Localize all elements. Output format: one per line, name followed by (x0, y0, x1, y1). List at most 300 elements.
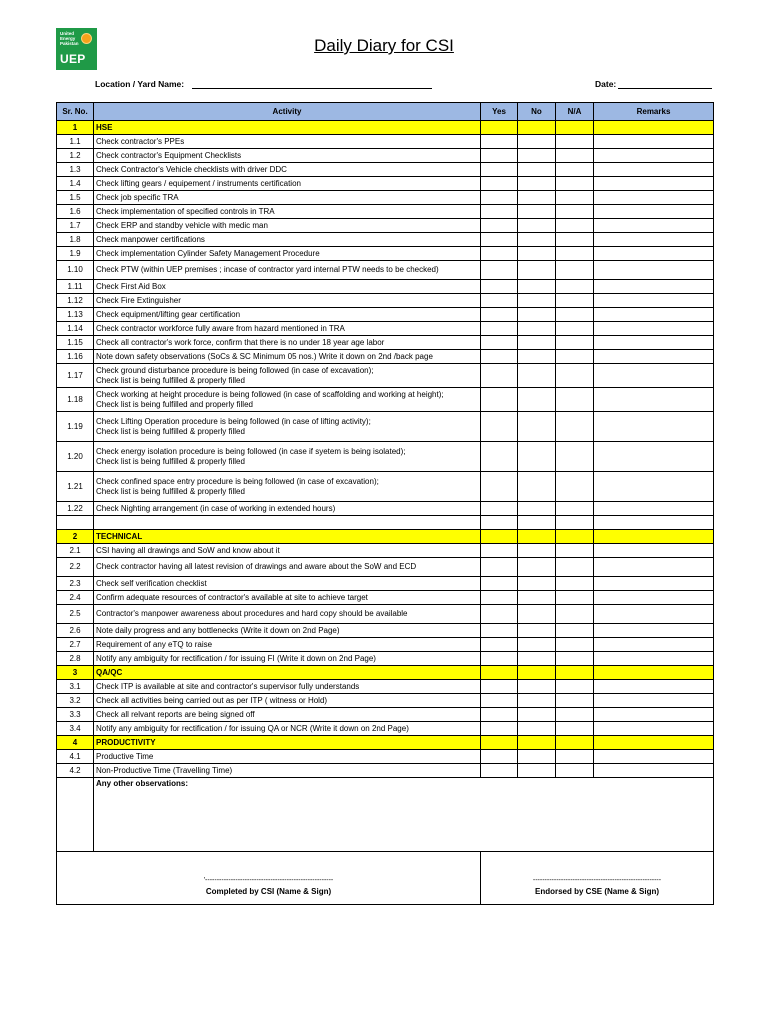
na-cell[interactable] (556, 472, 594, 502)
header-no: No (518, 103, 556, 121)
no-cell[interactable] (518, 191, 556, 205)
item-number: 1.19 (57, 412, 94, 442)
item-number: 2.7 (57, 638, 94, 652)
blank-cell (518, 516, 556, 530)
section-na-cell (556, 666, 594, 680)
section-no-cell (518, 666, 556, 680)
yes-cell[interactable] (481, 135, 518, 149)
remarks-cell[interactable] (594, 558, 714, 577)
endorsed-by-signature[interactable] (481, 852, 714, 905)
item-activity-text: Check all contractor's work force, confirm that there is no under 18 year age labor (96, 337, 385, 347)
item-number: 1.9 (57, 247, 94, 261)
no-cell[interactable] (518, 364, 556, 388)
item-activity-text: Notify any ambiguity for rectification / for issuing QA or NCR (Write it down on 2nd Page) (96, 723, 409, 733)
date-label: Date: (595, 79, 617, 89)
yes-cell[interactable] (481, 750, 518, 764)
section-yes-cell (481, 666, 518, 680)
remarks-cell[interactable] (594, 544, 714, 558)
no-cell[interactable] (518, 149, 556, 163)
yes-cell[interactable] (481, 577, 518, 591)
na-cell[interactable] (556, 205, 594, 219)
checklist-row (57, 680, 714, 694)
item-number: 1.5 (57, 191, 94, 205)
na-cell[interactable] (556, 722, 594, 736)
no-cell[interactable] (518, 624, 556, 638)
item-activity-text: Note daily progress and any bottlenecks (Write it down on 2nd Page) (96, 625, 340, 635)
na-cell[interactable] (556, 412, 594, 442)
section-row (57, 666, 714, 680)
item-activity (94, 764, 481, 778)
yes-cell[interactable] (481, 247, 518, 261)
checklist-row (57, 652, 714, 666)
item-activity-text-2: Check list is being fulfilled and properly filled (96, 399, 253, 409)
checklist-row (57, 764, 714, 778)
no-cell[interactable] (518, 472, 556, 502)
yes-cell[interactable] (481, 280, 518, 294)
no-cell[interactable] (518, 442, 556, 472)
item-activity-text: Check lifting gears / equipement / instruments certification (96, 178, 301, 188)
yes-cell[interactable] (481, 205, 518, 219)
remarks-cell[interactable] (594, 364, 714, 388)
item-activity-text: Requirement of any eTQ to raise (96, 639, 213, 649)
section-remarks-cell (594, 736, 714, 750)
checklist-body (57, 121, 714, 905)
item-number: 1.2 (57, 149, 94, 163)
no-cell[interactable] (518, 694, 556, 708)
item-activity-text: Check confined space entry procedure is being followed (in case of excavation); (96, 476, 379, 486)
checklist-row (57, 336, 714, 350)
na-cell[interactable] (556, 350, 594, 364)
remarks-cell[interactable] (594, 219, 714, 233)
no-cell[interactable] (518, 544, 556, 558)
remarks-cell[interactable] (594, 280, 714, 294)
item-activity-text: Check Lifting Operation procedure is being followed (in case of lifting activity); (96, 416, 371, 426)
section-no-cell (518, 530, 556, 544)
yes-cell[interactable] (481, 294, 518, 308)
yes-cell[interactable] (481, 502, 518, 516)
remarks-cell[interactable] (594, 412, 714, 442)
remarks-cell[interactable] (594, 680, 714, 694)
section-yes-cell (481, 121, 518, 135)
yes-cell[interactable] (481, 694, 518, 708)
remarks-cell[interactable] (594, 472, 714, 502)
item-activity-text: Check energy isolation procedure is being followed (in case if syetem is being isolated); (96, 446, 406, 456)
no-cell[interactable] (518, 502, 556, 516)
item-activity-text: Check ERP and standby vehicle with medic man (96, 220, 268, 230)
yes-cell[interactable] (481, 219, 518, 233)
yes-cell[interactable] (481, 261, 518, 280)
remarks-cell[interactable] (594, 502, 714, 516)
no-cell[interactable] (518, 652, 556, 666)
checklist-row (57, 750, 714, 764)
na-cell[interactable] (556, 261, 594, 280)
observations-row (57, 778, 714, 852)
observations-sr-cell (57, 778, 94, 852)
yes-cell[interactable] (481, 558, 518, 577)
remarks-cell[interactable] (594, 163, 714, 177)
section-yes-cell (481, 530, 518, 544)
na-cell[interactable] (556, 680, 594, 694)
header-na: N/A (556, 103, 594, 121)
header-yes: Yes (481, 103, 518, 121)
item-number: 3.1 (57, 680, 94, 694)
yes-cell[interactable] (481, 472, 518, 502)
no-cell[interactable] (518, 764, 556, 778)
yes-cell[interactable] (481, 308, 518, 322)
item-activity-text: Check all activities being carried out as per ITP ( witness or Hold) (96, 695, 328, 705)
remarks-cell[interactable] (594, 442, 714, 472)
remarks-cell[interactable] (594, 149, 714, 163)
item-activity (94, 412, 481, 442)
yes-cell[interactable] (481, 680, 518, 694)
checklist-row (57, 247, 714, 261)
yes-cell[interactable] (481, 412, 518, 442)
no-cell[interactable] (518, 233, 556, 247)
item-number: 2.4 (57, 591, 94, 605)
remarks-cell[interactable] (594, 191, 714, 205)
section-title: HSE (94, 121, 481, 135)
na-cell[interactable] (556, 149, 594, 163)
no-cell[interactable] (518, 294, 556, 308)
item-number: 1.15 (57, 336, 94, 350)
no-cell[interactable] (518, 605, 556, 624)
section-number: 2 (57, 530, 94, 544)
checklist-row (57, 219, 714, 233)
no-cell[interactable] (518, 336, 556, 350)
item-number: 1.22 (57, 502, 94, 516)
checklist-row (57, 308, 714, 322)
na-cell[interactable] (556, 336, 594, 350)
na-cell[interactable] (556, 708, 594, 722)
remarks-cell[interactable] (594, 177, 714, 191)
no-cell[interactable] (518, 388, 556, 412)
item-activity-text: Check implementation of specified controls in TRA (96, 206, 275, 216)
item-activity (94, 652, 481, 666)
logo-line-1: United (60, 31, 74, 36)
section-title: QA/QC (94, 666, 481, 680)
item-activity-text: Check self verification checklist (96, 578, 207, 588)
item-activity (94, 308, 481, 322)
yes-cell[interactable] (481, 177, 518, 191)
yes-cell[interactable] (481, 191, 518, 205)
na-cell[interactable] (556, 558, 594, 577)
yes-cell[interactable] (481, 638, 518, 652)
checklist-row (57, 135, 714, 149)
item-number: 3.3 (57, 708, 94, 722)
no-cell[interactable] (518, 577, 556, 591)
item-activity (94, 233, 481, 247)
na-cell[interactable] (556, 247, 594, 261)
na-cell[interactable] (556, 577, 594, 591)
completed-by-signature[interactable] (57, 852, 481, 905)
item-number: 1.14 (57, 322, 94, 336)
yes-cell[interactable] (481, 624, 518, 638)
yes-cell[interactable] (481, 163, 518, 177)
na-cell[interactable] (556, 308, 594, 322)
na-cell[interactable] (556, 280, 594, 294)
remarks-cell[interactable] (594, 350, 714, 364)
remarks-cell[interactable] (594, 135, 714, 149)
no-cell[interactable] (518, 722, 556, 736)
header-remarks: Remarks (594, 103, 714, 121)
item-activity (94, 442, 481, 472)
item-number: 1.3 (57, 163, 94, 177)
item-activity (94, 280, 481, 294)
na-cell[interactable] (556, 135, 594, 149)
remarks-cell[interactable] (594, 308, 714, 322)
item-number: 1.18 (57, 388, 94, 412)
item-activity (94, 261, 481, 280)
no-cell[interactable] (518, 708, 556, 722)
section-number: 4 (57, 736, 94, 750)
checklist-row (57, 364, 714, 388)
remarks-cell[interactable] (594, 591, 714, 605)
na-cell[interactable] (556, 191, 594, 205)
remarks-cell[interactable] (594, 577, 714, 591)
yes-cell[interactable] (481, 233, 518, 247)
no-cell[interactable] (518, 308, 556, 322)
item-number: 1.4 (57, 177, 94, 191)
remarks-cell[interactable] (594, 322, 714, 336)
item-activity (94, 205, 481, 219)
remarks-cell[interactable] (594, 388, 714, 412)
item-activity-text: Check contractor's Equipment Checklists (96, 150, 242, 160)
item-activity (94, 364, 481, 388)
no-cell[interactable] (518, 280, 556, 294)
item-activity (94, 722, 481, 736)
yes-cell[interactable] (481, 652, 518, 666)
na-cell[interactable] (556, 442, 594, 472)
item-activity (94, 750, 481, 764)
item-activity-text-2: Check list is being fulfilled & properly filled (96, 375, 245, 385)
item-activity-text-2: Check list is being fulfilled & properly filled (96, 456, 245, 466)
no-cell[interactable] (518, 591, 556, 605)
checklist-row (57, 350, 714, 364)
yes-cell[interactable] (481, 350, 518, 364)
item-activity-text-2: Check list is being fulfilled & properly filled (96, 486, 245, 496)
checklist-row (57, 558, 714, 577)
yes-cell[interactable] (481, 605, 518, 624)
no-cell[interactable] (518, 558, 556, 577)
no-cell[interactable] (518, 350, 556, 364)
na-cell[interactable] (556, 364, 594, 388)
item-number: 1.17 (57, 364, 94, 388)
item-activity (94, 149, 481, 163)
na-cell[interactable] (556, 750, 594, 764)
no-cell[interactable] (518, 205, 556, 219)
yes-cell[interactable] (481, 149, 518, 163)
na-cell[interactable] (556, 638, 594, 652)
logo-line-2: Energy (60, 36, 76, 41)
na-cell[interactable] (556, 177, 594, 191)
item-activity-text: Note down safety observations (SoCs & SC Minimum 05 nos.) Write it down on 2nd /back page (96, 351, 433, 361)
item-activity (94, 708, 481, 722)
item-activity-text: Check Nighting arrangement (in case of working in extended hours) (96, 503, 336, 513)
item-activity-text: Contractor's manpower awareness about procedures and hard copy should be available (96, 609, 408, 618)
item-number: 1.1 (57, 135, 94, 149)
checklist-row (57, 442, 714, 472)
na-cell[interactable] (556, 294, 594, 308)
na-cell[interactable] (556, 322, 594, 336)
endorsed-by-label: Endorsed by CSE (Name & Sign) (534, 887, 660, 896)
na-cell[interactable] (556, 163, 594, 177)
item-activity (94, 336, 481, 350)
section-remarks-cell (594, 666, 714, 680)
checklist-row (57, 502, 714, 516)
checklist-row (57, 191, 714, 205)
remarks-cell[interactable] (594, 233, 714, 247)
item-number: 1.8 (57, 233, 94, 247)
remarks-cell[interactable] (594, 750, 714, 764)
logo-mark: UEP (60, 52, 86, 66)
no-cell[interactable] (518, 750, 556, 764)
yes-cell[interactable] (481, 764, 518, 778)
item-number: 2.5 (57, 605, 94, 624)
remarks-cell[interactable] (594, 294, 714, 308)
item-activity (94, 219, 481, 233)
item-activity-text: Check Fire Extinguisher (96, 295, 181, 305)
section-yes-cell (481, 736, 518, 750)
yes-cell[interactable] (481, 591, 518, 605)
header-sr: Sr. No. (57, 103, 94, 121)
blank-cell (594, 516, 714, 530)
item-number: 1.7 (57, 219, 94, 233)
checklist-row (57, 472, 714, 502)
checklist-row (57, 163, 714, 177)
na-cell[interactable] (556, 624, 594, 638)
remarks-cell[interactable] (594, 638, 714, 652)
remarks-cell[interactable] (594, 722, 714, 736)
yes-cell[interactable] (481, 544, 518, 558)
checklist-row (57, 205, 714, 219)
item-activity (94, 294, 481, 308)
remarks-cell[interactable] (594, 261, 714, 280)
yes-cell[interactable] (481, 442, 518, 472)
observations-label: Any other observations: (96, 779, 189, 788)
no-cell[interactable] (518, 135, 556, 149)
page-title: Daily Diary for CSI (314, 36, 454, 55)
item-activity (94, 605, 481, 624)
na-cell[interactable] (556, 591, 594, 605)
item-activity (94, 388, 481, 412)
no-cell[interactable] (518, 261, 556, 280)
section-na-cell (556, 121, 594, 135)
na-cell[interactable] (556, 605, 594, 624)
observations-field[interactable] (94, 778, 714, 852)
item-activity (94, 191, 481, 205)
na-cell[interactable] (556, 388, 594, 412)
item-activity-text: Check all relvant reports are being signed off (96, 709, 255, 719)
no-cell[interactable] (518, 638, 556, 652)
section-na-cell (556, 530, 594, 544)
remarks-cell[interactable] (594, 247, 714, 261)
remarks-cell[interactable] (594, 708, 714, 722)
na-cell[interactable] (556, 764, 594, 778)
yes-cell[interactable] (481, 364, 518, 388)
item-number: 1.12 (57, 294, 94, 308)
item-number: 3.2 (57, 694, 94, 708)
item-activity (94, 544, 481, 558)
checklist-row (57, 605, 714, 624)
item-activity-text: CSI having all drawings and SoW and know about it (96, 545, 280, 555)
checklist-row (57, 388, 714, 412)
item-activity (94, 177, 481, 191)
yes-cell[interactable] (481, 388, 518, 412)
section-remarks-cell (594, 530, 714, 544)
remarks-cell[interactable] (594, 605, 714, 624)
remarks-cell[interactable] (594, 764, 714, 778)
no-cell[interactable] (518, 322, 556, 336)
na-cell[interactable] (556, 502, 594, 516)
remarks-cell[interactable] (594, 205, 714, 219)
section-row (57, 530, 714, 544)
item-activity-text: Check implementation Cylinder Safety Management Procedure (96, 248, 320, 258)
item-activity (94, 694, 481, 708)
item-activity-text: Check PTW (within UEP premises ; incase of contractor yard internal PTW needs to be checked) (96, 265, 439, 274)
no-cell[interactable] (518, 412, 556, 442)
item-activity-text: Check manpower certifications (96, 234, 205, 244)
header-row (57, 103, 714, 121)
item-activity-text: Check equipment/lifting gear certification (96, 309, 241, 319)
location-field[interactable] (192, 88, 432, 89)
item-activity-text: Check working at height procedure is being followed (in case of scaffolding and working at height); (96, 389, 444, 399)
item-number: 1.10 (57, 261, 94, 280)
no-cell[interactable] (518, 680, 556, 694)
item-number: 2.1 (57, 544, 94, 558)
no-cell[interactable] (518, 219, 556, 233)
remarks-cell[interactable] (594, 652, 714, 666)
item-activity-text: Confirm adequate resources of contractor's available at site to achieve target (96, 592, 368, 602)
na-cell[interactable] (556, 233, 594, 247)
no-cell[interactable] (518, 247, 556, 261)
na-cell[interactable] (556, 694, 594, 708)
location-label: Location / Yard Name: (95, 79, 185, 89)
section-remarks-cell (594, 121, 714, 135)
checklist-row (57, 638, 714, 652)
item-activity (94, 472, 481, 502)
no-cell[interactable] (518, 163, 556, 177)
remarks-cell[interactable] (594, 624, 714, 638)
item-activity-text: Check ITP is available at site and contractor's supervisor fully understands (96, 681, 360, 691)
checklist-row (57, 294, 714, 308)
item-number: 4.2 (57, 764, 94, 778)
remarks-cell[interactable] (594, 694, 714, 708)
na-cell[interactable] (556, 652, 594, 666)
checklist-row (57, 412, 714, 442)
checklist-row (57, 694, 714, 708)
blank-cell (481, 516, 518, 530)
yes-cell[interactable] (481, 322, 518, 336)
na-cell[interactable] (556, 544, 594, 558)
blank-cell (57, 516, 94, 530)
na-cell[interactable] (556, 219, 594, 233)
item-number: 1.16 (57, 350, 94, 364)
item-activity (94, 591, 481, 605)
blank-cell (94, 516, 481, 530)
no-cell[interactable] (518, 177, 556, 191)
item-activity-text: Check Contractor's Vehicle checklists with driver DDC (96, 164, 287, 174)
yes-cell[interactable] (481, 708, 518, 722)
blank-row (57, 516, 714, 530)
section-number: 3 (57, 666, 94, 680)
remarks-cell[interactable] (594, 336, 714, 350)
item-activity-text: Check contractor workforce fully aware from hazard mentioned in TRA (96, 323, 345, 333)
item-activity-text: Check job specific TRA (96, 192, 179, 202)
yes-cell[interactable] (481, 722, 518, 736)
yes-cell[interactable] (481, 336, 518, 350)
item-activity (94, 680, 481, 694)
date-field[interactable] (618, 88, 712, 89)
